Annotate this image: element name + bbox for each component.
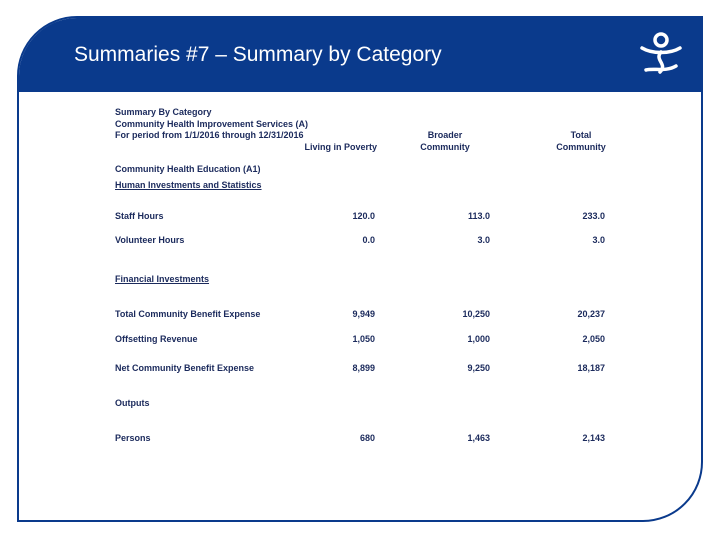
section-heading-outputs: Outputs [115,398,150,408]
row-label: Staff Hours [115,211,164,221]
report-title: Summary By Category [115,107,212,117]
row-label: Persons [115,433,151,443]
row-value-poverty: 680 [359,433,375,443]
row-label: Net Community Benefit Expense [115,363,255,373]
category-heading: Community Health Education (A1) [115,164,261,174]
row-label: Total Community Benefit Expense [115,309,261,319]
column-header-broader-line2: Community [420,142,470,152]
row-value-broader: 1,000 [467,334,490,344]
row-value-total: 20,237 [577,309,605,319]
row-value-total: 3.0 [592,235,605,245]
row-label: Volunteer Hours [115,235,185,245]
row-value-broader: 113.0 [467,211,490,221]
row-value-broader: 10,250 [462,309,490,319]
column-header-broader-line1: Broader [427,130,463,140]
row-value-poverty: 120.0 [352,211,375,221]
row-value-broader: 1,463 [467,433,490,443]
row-label: Offsetting Revenue [115,334,198,344]
section-heading-financial: Financial Investments [115,274,210,284]
column-header-poverty: Living in Poverty [304,142,377,152]
row-value-total: 18,187 [577,363,605,373]
row-value-poverty: 9,949 [352,309,375,319]
slide-title: Summaries #7 – Summary by Category [74,43,442,66]
column-header-total-line1: Total [570,130,592,140]
summary-report [19,18,701,520]
row-value-broader: 3.0 [477,235,490,245]
report-period: For period from 1/1/2016 through 12/31/2016 [115,130,304,140]
section-heading-human: Human Investments and Statistics [115,180,262,190]
row-value-broader: 9,250 [467,363,490,373]
row-value-poverty: 1,050 [352,334,375,344]
row-value-total: 2,050 [582,334,605,344]
column-header-total-line2: Community [556,142,606,152]
row-value-total: 2,143 [582,433,605,443]
row-value-poverty: 8,899 [352,363,375,373]
report-subtitle: Community Health Improvement Services (A) [115,119,309,129]
row-value-total: 233.0 [582,211,605,221]
slide-frame [17,16,703,522]
row-value-poverty: 0.0 [362,235,375,245]
